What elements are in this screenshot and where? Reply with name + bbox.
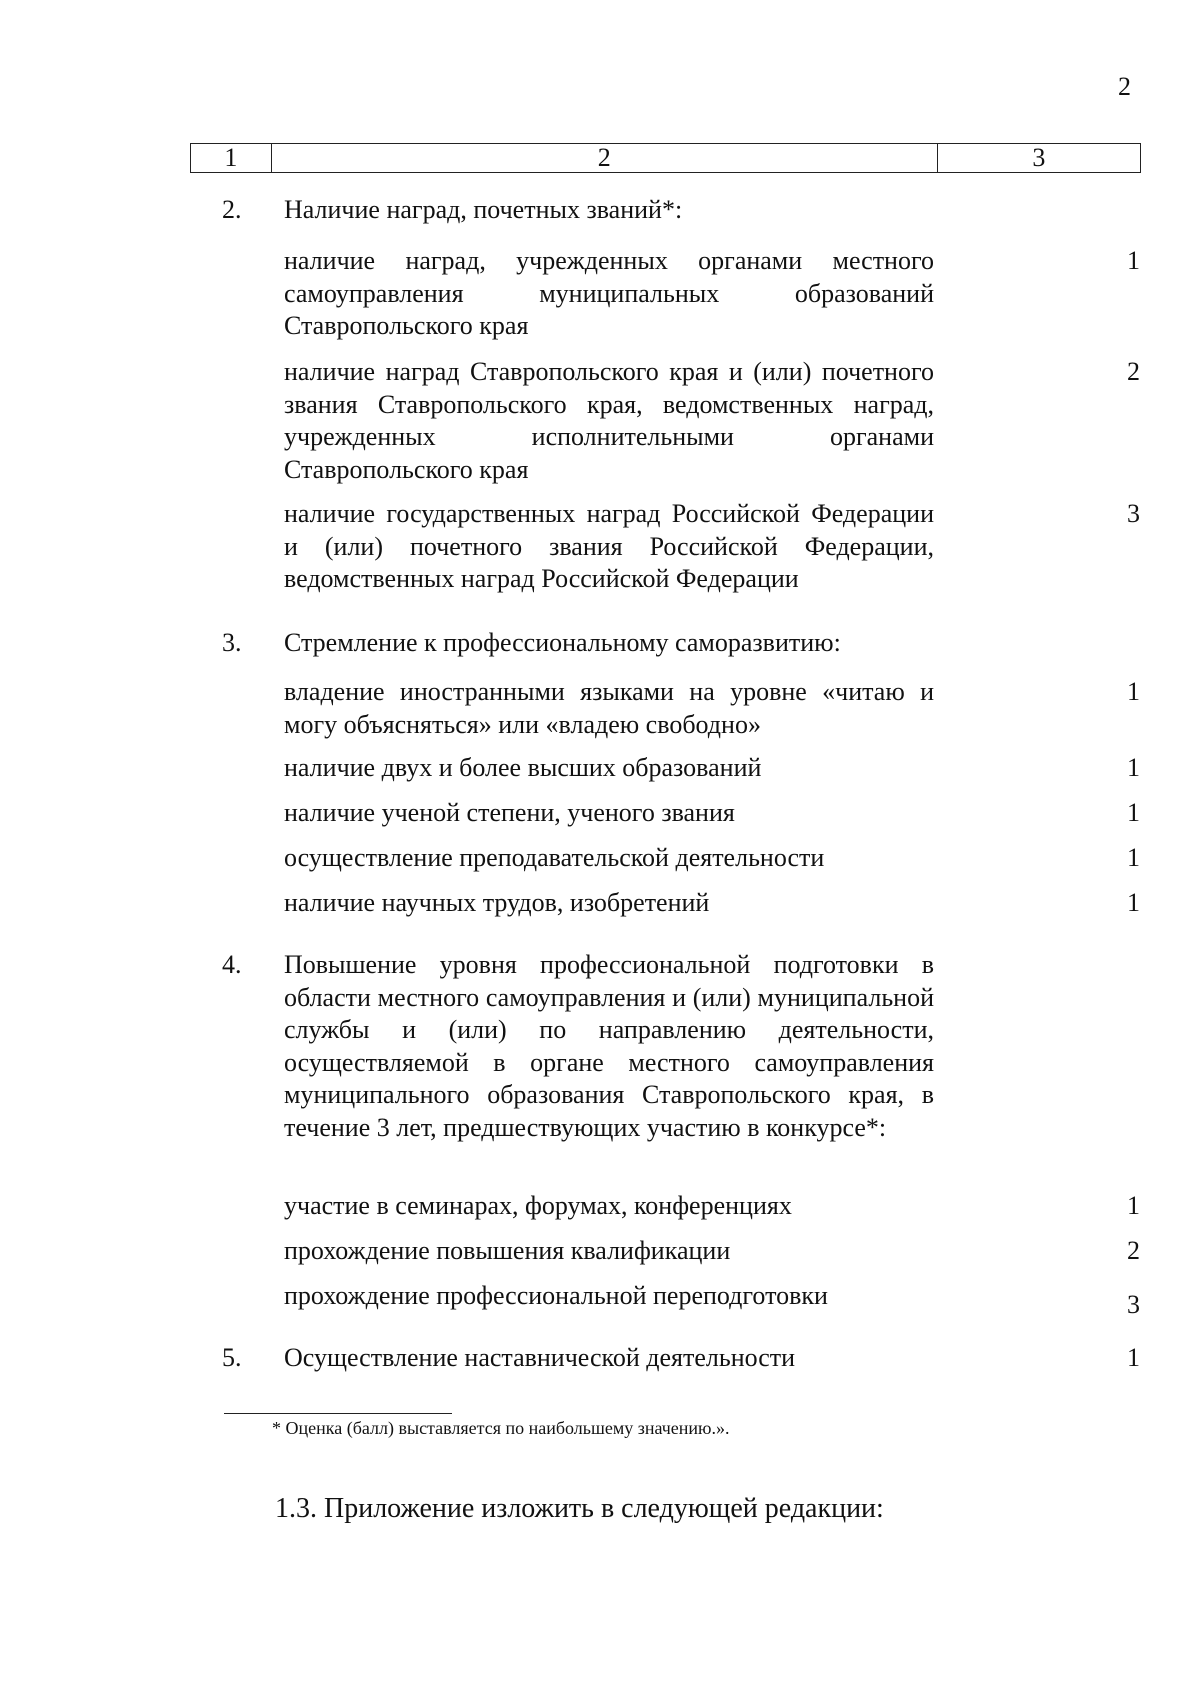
column-header-row: [191, 144, 1141, 173]
column-header-2: 2: [271, 144, 937, 173]
column-header-3: 3: [937, 144, 1140, 173]
criterion-score: 1: [1127, 1191, 1140, 1220]
criterion-text: наличие двух и более высших образований: [284, 753, 762, 782]
section-title: Осуществление наставнической деятельности: [284, 1343, 796, 1372]
footnote: * Оценка (балл) выставляется по наибольшему значению.».: [272, 1418, 730, 1438]
criterion-score: 2: [1127, 357, 1140, 386]
criterion-text: прохождение профессиональной переподготовки: [284, 1281, 828, 1310]
section-number: 4.: [222, 950, 242, 979]
section-number: 2.: [222, 195, 242, 224]
criterion-text: наличие ученой степени, ученого звания: [284, 798, 735, 827]
criterion-score: 1: [1127, 843, 1140, 872]
criterion-text: наличие наград, учрежденных органами местного самоуправления муниципальных образований Ставропольского края: [284, 246, 934, 340]
criterion-text: владение иностранными языками на уровне «читаю и могу объясняться» или «владею свободно»: [284, 677, 934, 739]
criterion-score: 1: [1127, 753, 1140, 782]
section-score: 1: [1127, 1343, 1140, 1372]
column-header-table: [190, 143, 1141, 173]
page-number: 2: [1118, 72, 1131, 101]
criterion-score: 3: [1127, 499, 1140, 528]
criterion-text: осуществление преподавательской деятельности: [284, 843, 825, 872]
final-paragraph: 1.3. Приложение изложить в следующей редакции:: [275, 1493, 884, 1524]
criterion-text: участие в семинарах, форумах, конференциях: [284, 1191, 792, 1220]
section-number: 5.: [222, 1343, 242, 1372]
criterion-score: 2: [1127, 1236, 1140, 1265]
section-title: Повышение уровня профессиональной подготовки в области местного самоуправления и (или) муниципальной службы и (или) по направлению деятельности, осуществляемой в органе местного самоуправления муниципального образования Ставропольского края, в течение 3 лет, предшествующих участию в конкурсе*:: [284, 950, 934, 1142]
criterion-score: 3: [1127, 1290, 1140, 1319]
criterion-score: 1: [1127, 677, 1140, 706]
criterion-text: наличие государственных наград Российской Федерации и (или) почетного звания Российской Федерации, ведомственных наград Российской Федерации: [284, 499, 934, 593]
criterion-text: наличие научных трудов, изобретений: [284, 888, 710, 917]
section-number: 3.: [222, 628, 242, 657]
criterion-text: прохождение повышения квалификации: [284, 1236, 731, 1265]
criterion-score: 1: [1127, 246, 1140, 275]
criterion-text: наличие наград Ставропольского края и (или) почетного звания Ставропольского края, ведомственных наград, учрежденных исполнительными органами Ставропольского края: [284, 357, 934, 484]
criterion-score: 1: [1127, 888, 1140, 917]
criterion-score: 1: [1127, 798, 1140, 827]
section-title: Стремление к профессиональному саморазвитию:: [284, 628, 841, 657]
footnote-rule: [224, 1413, 452, 1414]
section-title: Наличие наград, почетных званий*:: [284, 195, 683, 224]
column-header-1: 1: [191, 144, 272, 173]
